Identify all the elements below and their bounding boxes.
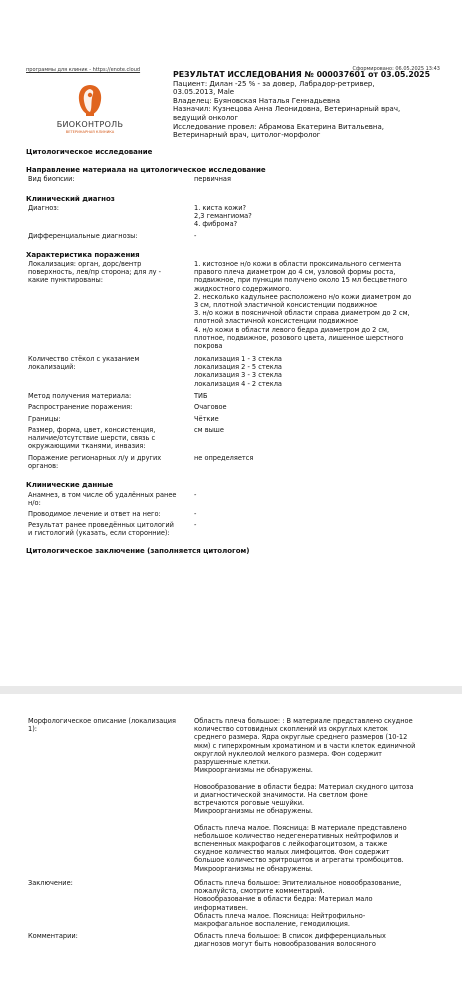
label-line: Морфологическое описание (локализация (28, 717, 177, 725)
value-line: Область плеча большое: В список дифференциальных (194, 932, 386, 940)
field-label: Распространение поражения: (28, 403, 133, 411)
clinic-logo-name: БИОКОНТРОЛЬ (56, 120, 124, 129)
label-line: Поражение регионарных л/у и других (28, 454, 162, 462)
value-line: небольшое количество недегенеративных нейтрофилов и (194, 831, 399, 840)
section-diagnosis-title: Клинический диагноз (26, 195, 115, 203)
value-line: 1. киста кожи? (194, 204, 246, 212)
value-line: Область плеча большое: Эпителиальное новообразование, (194, 879, 402, 887)
header-line: ведущий онколог (173, 113, 239, 122)
value-line: 1. кистозное н/о кожи в области проксимального сегмента (194, 260, 402, 268)
field-label (28, 355, 188, 371)
enote-link[interactable]: программы для клиник - https://enote.cloud (26, 67, 141, 73)
value-line: локализация 1 - 3 стекла (194, 355, 282, 363)
value-line (194, 815, 440, 823)
field-value (194, 932, 440, 948)
header-line: Пациент: Дилан -25 % - за довер, Лабрадор-ретривер, (173, 79, 375, 88)
value-line: среднего размера. Ядра округлые среднего размеров (10-12 (194, 733, 408, 742)
field-value: - (194, 510, 197, 518)
label-line: органов: (28, 462, 59, 471)
field-value: Очаговое (194, 403, 227, 411)
field-label (28, 426, 188, 451)
value-line: Микроорганизмы не обнаружены. (194, 864, 313, 873)
value-line: пожалуйста, смотрите комментарий. (194, 887, 325, 896)
value-line: и диагностической значимости. На светлом фоне (194, 790, 368, 799)
value-line: встречаются роговые чешуйки. (194, 799, 305, 808)
value-line: локализация 2 - 5 стекла (194, 363, 282, 372)
value-line: мкм) с гиперхромным хроматином и в части клеток единичной (194, 741, 416, 750)
value-line: диагнозов могут быть новообразования волосяного (194, 940, 376, 949)
value-line: локализация 4 - 2 стекла (194, 379, 282, 388)
section-referral-title: Направление материала на цитологическое исследование (26, 166, 266, 174)
field-value: Чёткие (194, 415, 219, 423)
value-line: Новообразование в области бедра: Материал мало (194, 895, 373, 904)
field-label: Границы: (28, 415, 61, 423)
value-line: большое количество эритроцитов и агрегаты тромбоцитов. (194, 856, 404, 865)
section-lesion-title: Характеристика поражения (26, 251, 140, 259)
value-line: округлой нуклеолой мелкого размера. Фон содержит (194, 749, 383, 758)
field-label: Заключение: (28, 879, 73, 887)
field-label (28, 717, 188, 733)
field-value (194, 717, 440, 873)
label-line: локализаций: (28, 363, 76, 372)
value-line: Новообразование в области бедра: Материал скудного цитоза (194, 782, 414, 791)
label-line: окружающими тканями, инвазия: (28, 442, 146, 451)
value-line (194, 774, 440, 782)
label-line: н/о: (28, 499, 41, 508)
header-line: Назначил: Кузнецова Анна Леонидовна, Ветеринарный врач, (173, 105, 401, 114)
value-line: 2,3 гемангиома? (194, 212, 252, 221)
value-line: Микроорганизмы не обнаружены. (194, 766, 313, 775)
header-line: Ветеринарный врач, цитолог-морфолог (173, 131, 321, 140)
label-line: 1): (28, 725, 37, 734)
field-value (194, 204, 440, 229)
field-label (28, 491, 188, 507)
value-line: покрова (194, 342, 223, 351)
label-line: какие пунктированы: (28, 276, 103, 285)
label-line: Размер, форма, цвет, консистенция, (28, 426, 156, 434)
value-line: разрушенные клетки. (194, 758, 271, 767)
generated-date: Сформировано: 06.05.2025 13:43 (352, 66, 440, 72)
field-label (28, 260, 188, 285)
field-value: см выше (194, 426, 224, 434)
value-line: скудное количество малых лимфоцитов. Фон содержит (194, 848, 390, 857)
value-line: Область плеча большое: : В материале представлено скудное (194, 717, 413, 725)
header-line: Владелец: Буяновская Наталья Геннадьевна (173, 96, 341, 105)
clinic-logo-subtitle: ВЕТЕРИНАРНАЯ КЛИНИКА (65, 130, 115, 134)
label-line: Локализация: орган, дорс/вентр (28, 260, 142, 268)
field-value (194, 879, 440, 928)
report-page-2 (0, 694, 462, 1000)
value-line: жидкостного содержимого. (194, 284, 292, 293)
value-line: информативен. (194, 903, 248, 912)
value-line: плотной эластичной консистенции подвижное (194, 317, 359, 326)
field-label: Вид биопсии: (28, 175, 75, 183)
field-value: - (194, 491, 197, 499)
value-line: Микроорганизмы не обнаружены. (194, 807, 313, 816)
value-line: 4. фиброма? (194, 220, 238, 229)
field-label: Дифференциальные диагнозы: (28, 232, 138, 240)
section-conclusion-title: Цитологическое заключение (заполняется цитологом) (26, 547, 250, 555)
label-line: Анамнез, в том числе об удалённых ранее (28, 491, 177, 499)
field-label (28, 521, 188, 537)
field-label (28, 454, 188, 470)
report-title: РЕЗУЛЬТАТ ИССЛЕДОВАНИЯ № 000037601 от 03.05.2025 (173, 70, 431, 79)
label-line: Количество стёкол с указанием (28, 355, 140, 363)
field-value (194, 355, 440, 388)
field-value: - (194, 232, 197, 240)
value-line: Область плеча малое. Поясница: В материале представлено (194, 823, 407, 832)
value-line: плотное, подвижное, розового цвета, лишенное шерстного (194, 333, 404, 342)
value-line: макрофагальное воспаление, гемодилюция. (194, 920, 350, 929)
clinic-logo (40, 82, 140, 134)
value-line: 4. н/о кожи в области левого бедра диаметром до 2 см, (194, 325, 390, 334)
field-value: ТИБ (194, 392, 208, 400)
label-line: Результат ранее проведённых цитологий (28, 521, 174, 529)
field-label: Метод получения материала: (28, 392, 132, 400)
field-label: Комментарии: (28, 932, 78, 940)
label-line: наличие/отсутствие шерсти, связь с (28, 434, 156, 443)
label-line: поверхность, лев/пр сторона; для лу - (28, 268, 162, 277)
section-clinical-title: Клинические данные (26, 481, 114, 489)
value-line: 3. н/о кожи в поясничной области справа диаметром до 2 см, (194, 309, 410, 318)
field-value: - (194, 521, 197, 529)
field-value: первичная (194, 175, 231, 183)
field-label: Диагноз: (28, 204, 60, 212)
field-value (194, 260, 440, 350)
value-line: подвижное, при пункции получено около 15 мл бесцветного (194, 276, 408, 285)
value-line: правого плеча диаметром до 4 см, узловой формы роста, (194, 268, 396, 277)
value-line: 3 см, плотной эластичной консистенции подвижное (194, 301, 378, 310)
field-label: Проводимое лечение и ответ на него: (28, 510, 161, 518)
value-line: количество сотовидных скоплений из округлых клеток (194, 725, 388, 734)
header-line: 03.05.2013, Male (173, 88, 235, 97)
value-line: Область плеча малое. Поясница: Нейтрофильно- (194, 911, 366, 920)
field-value: не определяется (194, 454, 254, 462)
header-line: Исследование провел: Абрамова Екатерина Витальевна, (173, 122, 384, 131)
value-line: 2. несколько кадульнее расположено н/о кожи диаметром до (194, 292, 412, 301)
clinic-logo-mark (70, 82, 110, 118)
value-line: вспененных макрофагов с лейкофагоцитозом, а также (194, 840, 388, 849)
section-cytology-title: Цитологическое исследование (26, 148, 153, 156)
value-line: локализация 3 - 3 стекла (194, 371, 282, 380)
label-line: и гистологий (указать, если сторонние): (28, 529, 170, 538)
report-header (173, 71, 443, 140)
